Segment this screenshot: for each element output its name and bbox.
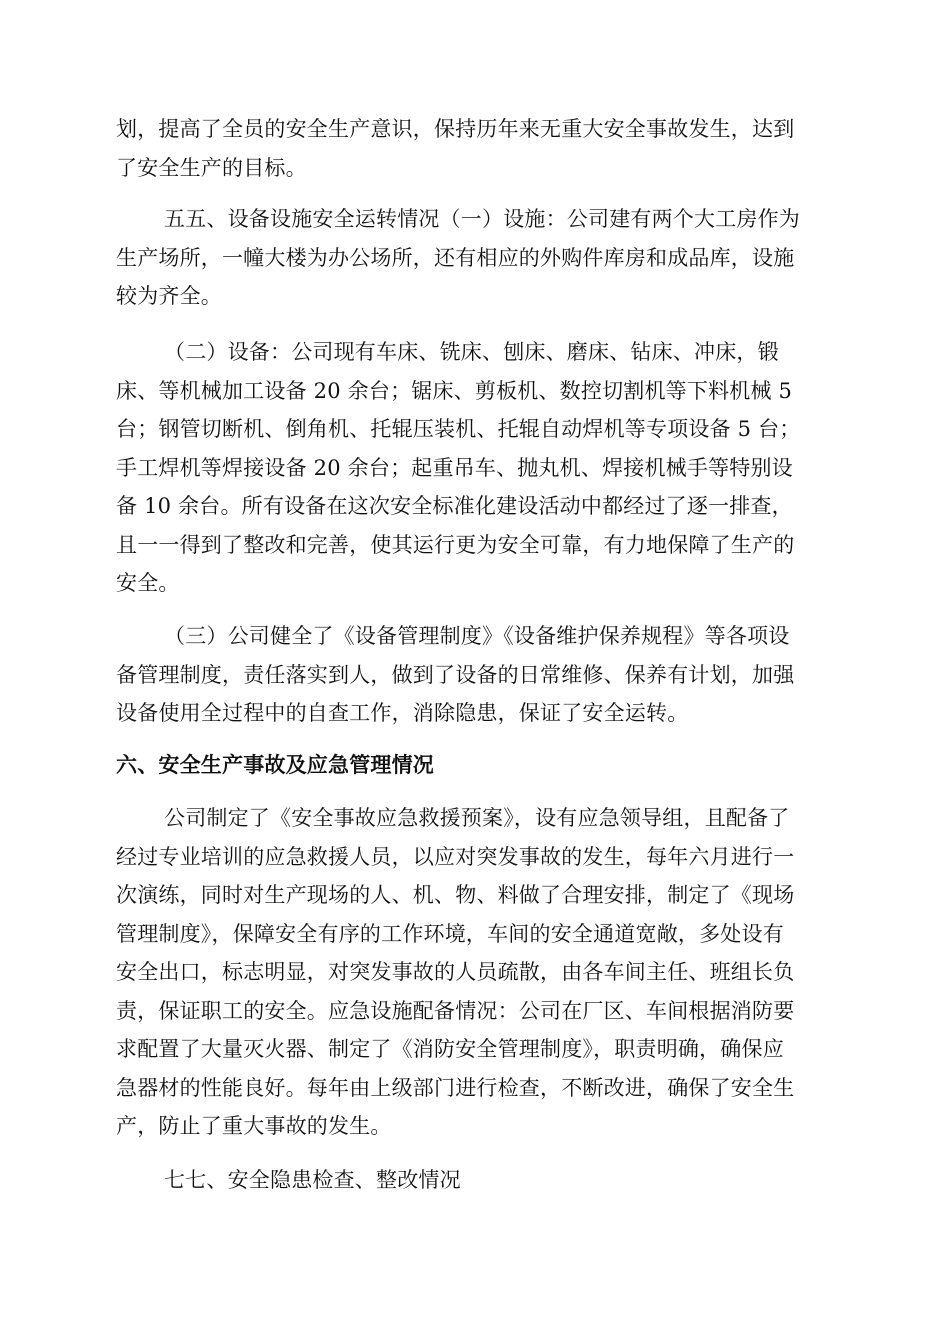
text-line: 管理制度》，保障安全有序的工作环境，车间的安全通道宽敞，多处设有	[116, 921, 784, 946]
text-line: 较为齐全。	[116, 284, 222, 308]
paragraph-emergency-management	[116, 799, 836, 1146]
text-line: 产，防止了重大事故的发生。	[116, 1114, 392, 1138]
text-line: 求配置了大量灭火器、制定了《消防安全管理制度》，职责明确，确保应	[116, 1037, 784, 1061]
text-line: 公司制定了《安全事故应急救援预案》，设有应急领导组，且配备了	[164, 806, 790, 830]
text-line: 床、等机械加工设备 20 余台；锯床、剪板机、数控切割机等下料机械 5	[116, 378, 793, 403]
text-line: 备 10 余台。所有设备在这次安全标准化建设活动中都经过了逐一排查，	[116, 494, 793, 518]
paragraph-equipment-management	[116, 617, 836, 733]
heading-text: 六、安全生产事故及应急管理情况	[116, 752, 434, 777]
paragraph-facilities	[116, 200, 836, 316]
text-line: 设备使用全过程中的自查工作，消除隐患，保证了安全运转。	[116, 701, 689, 725]
text-line: （三）公司健全了《设备管理制度》《设备维护保养规程》等各项设	[164, 624, 790, 648]
text-line: 手工焊机等焊接设备 20 余台；起重吊车、抛丸机、焊接机械手等特别设	[116, 455, 793, 480]
text-line: 安全。	[116, 571, 180, 595]
paragraph-safety-goal	[116, 110, 836, 187]
text-line: 生产场所，一幢大楼为办公场所，还有相应的外购件库房和成品库，设施	[116, 245, 795, 270]
text-line: 且一一得到了整改和完善，使其运行更为安全可靠，有力地保障了生产的	[116, 532, 795, 557]
paragraph-equipment	[116, 333, 836, 603]
text-line: （二）设备：公司现有车床、铣床、刨床、磨床、钻床、冲床，锻	[164, 340, 779, 364]
text-line: 安全出口，标志明显，对突发事故的人员疏散，由各车间主任、班组长负	[116, 960, 795, 984]
text-line: 五五、设备设施安全运转情况（一）设施：公司建有两个大工房作为	[164, 207, 800, 231]
section-heading	[116, 746, 836, 785]
text-line: 责，保证职工的安全。应急设施配备情况：公司在厂区、车间根据消防要	[116, 998, 795, 1023]
paragraph-hazard-inspection	[116, 1161, 836, 1200]
text-line: 了安全生产的目标。	[116, 155, 307, 180]
text-line: 七七、安全隐患检查、整改情况	[164, 1168, 461, 1192]
text-line: 经过专业培训的应急救援人员，以应对突发事故的发生，每年六月进行一	[116, 844, 795, 869]
text-line: 划，提高了全员的安全生产意识，保持历年来无重大安全事故发生，达到	[116, 117, 795, 141]
text-line: 台；钢管切断机、倒角机、托辊压装机、托辊自动焊机等专项设备 5 台；	[116, 417, 801, 441]
text-line: 急器材的性能良好。每年由上级部门进行检查，不断改进，确保了安全生	[116, 1075, 795, 1100]
text-line: 次演练，同时对生产现场的人、机、物、料做了合理安排，制定了《现场	[116, 883, 795, 907]
text-line: 备管理制度，责任落实到人，做到了设备的日常维修、保养有计划，加强	[116, 662, 795, 687]
